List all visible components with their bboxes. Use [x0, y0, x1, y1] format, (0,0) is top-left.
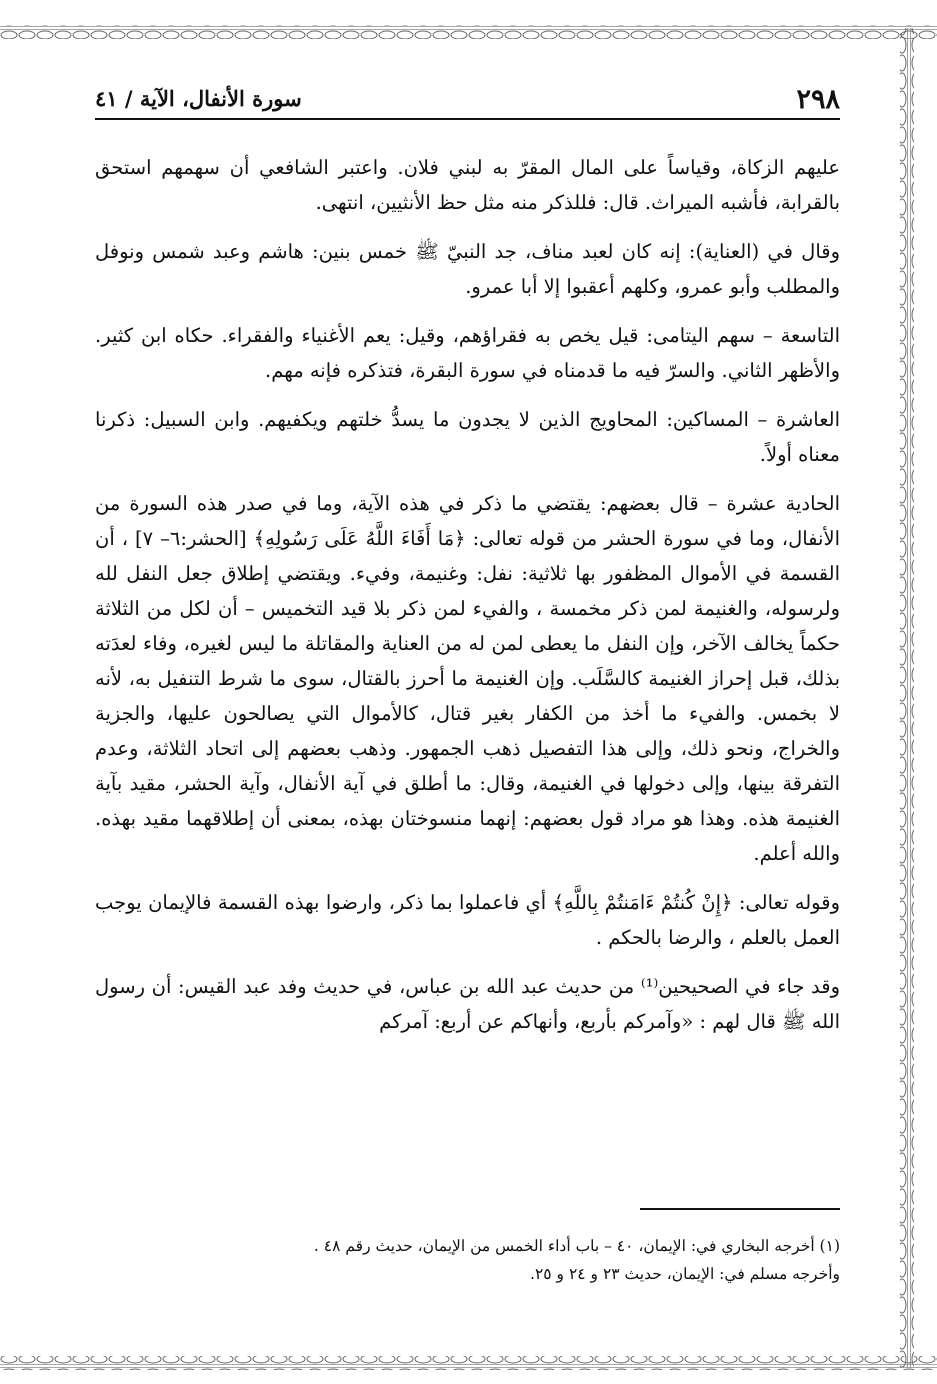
footnote: وأخرجه مسلم في: الإيمان، حديث ٢٣ و ٢٤ و ٢٥.: [530, 1265, 840, 1283]
running-title: سورة الأنفال، الآية / ٤١: [95, 86, 302, 111]
footnotes: [95, 1232, 840, 1288]
paragraph: العاشرة – المساكين: المحاويج الذين لا يجدون ما يسدُّ خلتهم ويكفيهم. وابن السبيل: ذكرنا معناه أولاً.: [95, 408, 840, 466]
paragraph: الحادية عشرة – قال بعضهم: يقتضي ما ذكر في هذه الآية، وما في صدر هذه السورة من الأنفال، وما في سورة الحشر من قوله تعالى: ﴿مَا أَفَاءَ اللَّهُ عَلَى رَسُولِهِ﴾ [الحشر:٦– ٧] ، أن القسمة في الأموال المظفور بها ثلاثية: نفل: وغنيمة، وفيء. ويقتضي إطلاق جعل النفل لله ولرسوله، والغنيمة لمن ذكر مخمسة ، والفيء لمن ذكر بلا قيد التخميس – أن لكل من الثلاثة حكماً يخالف الآخر، وإن النفل ما يعطى لمن له من العناية والمقاتلة ما ليس لغيره، وفاء لعدَته بذلك، قبل إحراز الغنيمة كالسَّلَب. وإن الغنيمة ما أحرز بالقتال، سوى ما شرط التنفيل به، لأنه لا بخمس. والفيء ما أخذ من الكفار بغير قتال، كالأموال التي يصالحون عليها، والجزية والخراج، ونحو ذلك، وإلى هذا التفصيل ذهب الجمهور. وذهب بعضهم إلى اتحاد الثلاثة، وعدم التفرقة بينها، وإلى دخولها في الغنيمة، وقال: ما أطلق في آية الأنفال، وآية الحشر، مقيد بآية الغنيمة هذه. وهذا هو مراد قول بعضهم: إنهما منسوختان بهذه، بمعنى أن إطلاقهما مقيد بهذه. والله أعلم.: [95, 492, 841, 865]
paragraph: عليهم الزكاة، وقياساً على المال المقرّ به لبني فلان. واعتبر الشافعي أن سهمهم استحق بالقرابة، فأشبه الميراث. قال: فللذكر منه مثل حظ الأنثيين، انتهى.: [95, 156, 840, 214]
page-header: [95, 84, 840, 120]
decorative-border-bottom: [0, 1352, 937, 1384]
decorative-border-top: [0, 0, 937, 40]
page-number: ٢٩٨: [796, 84, 840, 115]
main-text: [95, 150, 840, 1053]
paragraph: وقوله تعالى: ﴿إِنْ كُنتُمْ ءَامَنتُمْ بِاللَّهِ﴾ أي فاعملوا بما ذكر، وارضوا بهذه القسمة فالإيمان يوجب العمل بالعلم ، والرضا بالحكم .: [95, 891, 840, 949]
paragraph: التاسعة – سهم اليتامى: قيل يخص به فقراؤهم، وقيل: يعم الأغنياء والفقراء. حكاه ابن كثير. والأظهر الثاني. والسرّ فيه ما قدمناه في سورة البقرة، فتذكره فإنه مهم.: [95, 324, 840, 382]
footnote-separator: [640, 1208, 840, 1210]
footnote: (١) أخرجه البخاري في: الإيمان، ٤٠ – باب أداء الخمس من الإيمان، حديث رقم ٤٨ .: [313, 1237, 840, 1255]
decorative-border-right: [895, 0, 937, 1384]
paragraph: وقال في (العناية): إنه كان لعبد مناف، جد النبيّ ﷺ خمس بنين: هاشم وعبد شمس ونوفل والمطلب وأبو عمرو، وكلهم أعقبوا إلا أبا عمرو.: [95, 240, 840, 298]
paragraph: وقد جاء في الصحيحين⁽¹⁾ من حديث عبد الله بن عباس، في حديث وفد عبد القيس: أن رسول الله ﷺ قال لهم : «وآمركم بأربع، وأنهاكم عن أربع: آمركم: [95, 975, 841, 1033]
